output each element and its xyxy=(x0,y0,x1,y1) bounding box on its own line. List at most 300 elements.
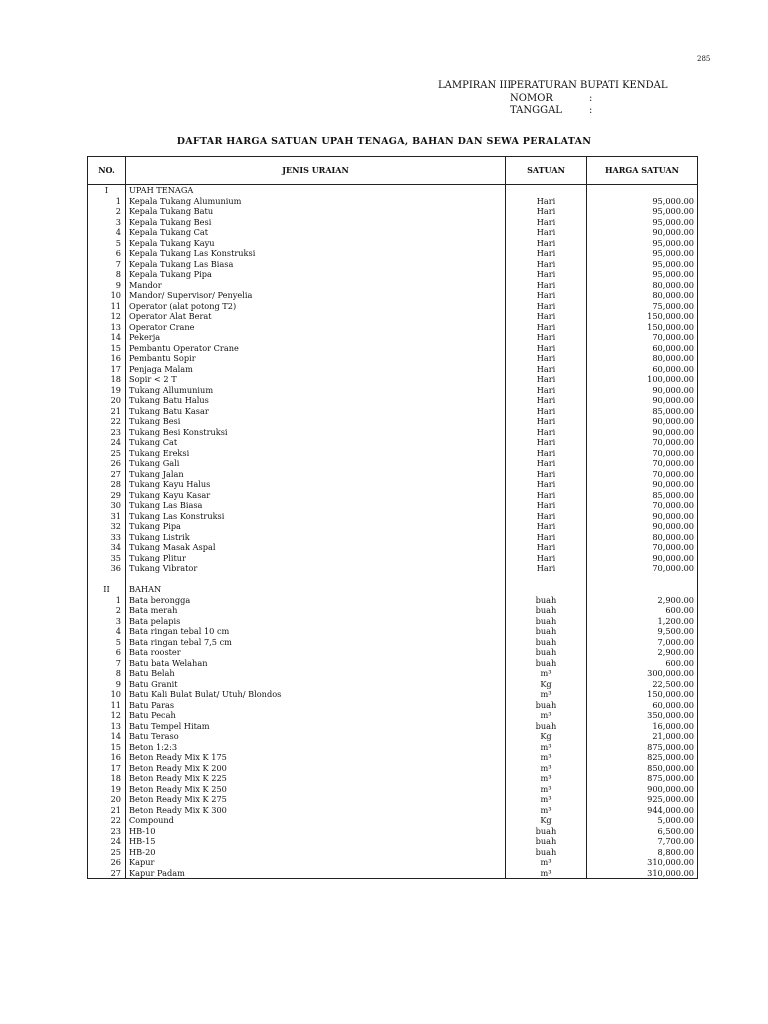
cell-no: 20 xyxy=(88,794,126,805)
cell-harga: 850,000.00 xyxy=(587,763,698,774)
cell-satuan: buah xyxy=(506,721,587,732)
table-row xyxy=(88,448,698,459)
header-harga-satuan: HARGA SATUAN xyxy=(587,157,698,185)
cell-harga: 90,000.00 xyxy=(587,227,698,238)
cell-uraian: Batu Paras xyxy=(126,700,506,711)
cell-satuan: buah xyxy=(506,647,587,658)
cell-uraian: Beton 1:2:3 xyxy=(126,742,506,753)
nomor-row xyxy=(438,93,667,106)
table-row xyxy=(88,689,698,700)
cell-no: 21 xyxy=(88,805,126,816)
cell-no: 33 xyxy=(88,532,126,543)
table-row xyxy=(88,332,698,343)
cell-satuan: buah xyxy=(506,626,587,637)
cell-uraian: Kapur Padam xyxy=(126,868,506,879)
tanggal-label: TANGGAL xyxy=(510,105,562,116)
cell-harga: 80,000.00 xyxy=(587,280,698,291)
table-row xyxy=(88,458,698,469)
cell-satuan: Hari xyxy=(506,269,587,280)
cell-harga: 8,800.00 xyxy=(587,847,698,858)
cell-no: 9 xyxy=(88,280,126,291)
cell-no: 26 xyxy=(88,458,126,469)
cell-uraian: Batu bata Welahan xyxy=(126,658,506,669)
cell-harga: 600.00 xyxy=(587,658,698,669)
table-row xyxy=(88,490,698,501)
cell-no: 11 xyxy=(88,301,126,312)
cell-satuan: Hari xyxy=(506,542,587,553)
table-row xyxy=(88,668,698,679)
section-empty xyxy=(587,584,698,595)
cell-satuan: Hari xyxy=(506,479,587,490)
cell-no: 4 xyxy=(88,626,126,637)
cell-satuan: Hari xyxy=(506,385,587,396)
cell-uraian: Batu Teraso xyxy=(126,731,506,742)
cell-harga: 150,000.00 xyxy=(587,311,698,322)
cell-harga: 90,000.00 xyxy=(587,427,698,438)
table-row xyxy=(88,563,698,574)
cell-harga: 70,000.00 xyxy=(587,437,698,448)
table-row xyxy=(88,794,698,805)
table-row xyxy=(88,374,698,385)
nomor-value: : xyxy=(589,92,593,104)
cell-no: 6 xyxy=(88,248,126,259)
table-row xyxy=(88,826,698,837)
cell-satuan: m³ xyxy=(506,689,587,700)
cell-satuan: Hari xyxy=(506,206,587,217)
cell-no: 8 xyxy=(88,269,126,280)
cell-no: 15 xyxy=(88,742,126,753)
cell-satuan: m³ xyxy=(506,742,587,753)
lampiran-title: PERATURAN BUPATI KENDAL xyxy=(510,80,668,91)
cell-harga: 150,000.00 xyxy=(587,322,698,333)
cell-uraian: Pembantu Operator Crane xyxy=(126,343,506,354)
table-row xyxy=(88,605,698,616)
cell-uraian: Operator Alat Berat xyxy=(126,311,506,322)
cell-satuan: buah xyxy=(506,605,587,616)
cell-satuan: Hari xyxy=(506,238,587,249)
table-body xyxy=(88,185,698,879)
section-row xyxy=(88,584,698,595)
cell-harga: 75,000.00 xyxy=(587,301,698,312)
cell-satuan: buah xyxy=(506,658,587,669)
cell-uraian: Beton Ready Mix K 250 xyxy=(126,784,506,795)
table-row xyxy=(88,322,698,333)
cell-no: 5 xyxy=(88,637,126,648)
cell-no: 5 xyxy=(88,238,126,249)
cell-harga: 70,000.00 xyxy=(587,332,698,343)
table-row xyxy=(88,773,698,784)
cell-satuan: Hari xyxy=(506,427,587,438)
cell-harga: 60,000.00 xyxy=(587,343,698,354)
cell-no: 1 xyxy=(88,595,126,606)
cell-harga: 310,000.00 xyxy=(587,857,698,868)
table-row xyxy=(88,857,698,868)
cell-no: 2 xyxy=(88,605,126,616)
cell-satuan: Hari xyxy=(506,490,587,501)
table-row xyxy=(88,700,698,711)
cell-no: 3 xyxy=(88,616,126,627)
cell-uraian: Tukang Besi xyxy=(126,416,506,427)
cell-satuan: m³ xyxy=(506,794,587,805)
cell-harga: 1,200.00 xyxy=(587,616,698,627)
table-row xyxy=(88,395,698,406)
cell-uraian: Mandor/ Supervisor/ Penyelia xyxy=(126,290,506,301)
table-row xyxy=(88,343,698,354)
cell-no: 20 xyxy=(88,395,126,406)
cell-satuan: Kg xyxy=(506,731,587,742)
cell-uraian: Beton Ready Mix K 225 xyxy=(126,773,506,784)
cell-harga: 7,000.00 xyxy=(587,637,698,648)
cell-no: 1 xyxy=(88,196,126,207)
cell-satuan: Hari xyxy=(506,374,587,385)
table-row xyxy=(88,710,698,721)
cell-harga: 100,000.00 xyxy=(587,374,698,385)
cell-satuan: Hari xyxy=(506,248,587,259)
cell-no: 22 xyxy=(88,416,126,427)
table-row xyxy=(88,836,698,847)
cell-satuan: Hari xyxy=(506,227,587,238)
blank-cell xyxy=(88,574,126,585)
lampiran-label: LAMPIRAN III xyxy=(438,80,512,91)
cell-harga: 80,000.00 xyxy=(587,353,698,364)
table-row xyxy=(88,731,698,742)
table-row xyxy=(88,364,698,375)
cell-satuan: Hari xyxy=(506,416,587,427)
cell-uraian: Tukang Cat xyxy=(126,437,506,448)
cell-uraian: Kepala Tukang Kayu xyxy=(126,238,506,249)
cell-satuan: Hari xyxy=(506,553,587,564)
cell-harga: 350,000.00 xyxy=(587,710,698,721)
cell-harga: 300,000.00 xyxy=(587,668,698,679)
section-row xyxy=(88,185,698,196)
cell-satuan: Hari xyxy=(506,217,587,228)
cell-satuan: Hari xyxy=(506,322,587,333)
cell-satuan: Hari xyxy=(506,406,587,417)
table-row xyxy=(88,752,698,763)
cell-satuan: Hari xyxy=(506,259,587,270)
cell-no: 16 xyxy=(88,752,126,763)
cell-uraian: Beton Ready Mix K 200 xyxy=(126,763,506,774)
table-row xyxy=(88,227,698,238)
section-name: UPAH TENAGA xyxy=(126,185,506,196)
cell-uraian: Batu Pecah xyxy=(126,710,506,721)
cell-harga: 70,000.00 xyxy=(587,542,698,553)
cell-harga: 900,000.00 xyxy=(587,784,698,795)
table-row xyxy=(88,353,698,364)
cell-harga: 85,000.00 xyxy=(587,490,698,501)
cell-uraian: Tukang Jalan xyxy=(126,469,506,480)
cell-no: 13 xyxy=(88,322,126,333)
cell-no: 25 xyxy=(88,847,126,858)
table-row xyxy=(88,206,698,217)
cell-no: 14 xyxy=(88,731,126,742)
cell-no: 29 xyxy=(88,490,126,501)
cell-harga: 825,000.00 xyxy=(587,752,698,763)
cell-satuan: Hari xyxy=(506,458,587,469)
cell-no: 17 xyxy=(88,364,126,375)
cell-no: 27 xyxy=(88,868,126,879)
nomor-label: NOMOR xyxy=(510,92,553,104)
cell-no: 26 xyxy=(88,857,126,868)
table-header-row xyxy=(88,157,698,185)
table-row xyxy=(88,479,698,490)
cell-no: 9 xyxy=(88,679,126,690)
cell-harga: 95,000.00 xyxy=(587,269,698,280)
cell-uraian: Batu Granit xyxy=(126,679,506,690)
cell-satuan: Hari xyxy=(506,311,587,322)
cell-satuan: Hari xyxy=(506,437,587,448)
table-row xyxy=(88,437,698,448)
blank-cell xyxy=(506,574,587,585)
cell-no: 11 xyxy=(88,700,126,711)
cell-no: 25 xyxy=(88,448,126,459)
cell-uraian: Bata rooster xyxy=(126,647,506,658)
table-row xyxy=(88,427,698,438)
table-row xyxy=(88,385,698,396)
cell-harga: 16,000.00 xyxy=(587,721,698,732)
cell-no: 17 xyxy=(88,763,126,774)
table-row xyxy=(88,259,698,270)
cell-uraian: Tukang Masak Aspal xyxy=(126,542,506,553)
cell-uraian: Kepala Tukang Alumunium xyxy=(126,196,506,207)
cell-uraian: Operator Crane xyxy=(126,322,506,333)
table-row xyxy=(88,553,698,564)
cell-uraian: Bata pelapis xyxy=(126,616,506,627)
cell-harga: 90,000.00 xyxy=(587,511,698,522)
cell-no: 6 xyxy=(88,647,126,658)
header-satuan: SATUAN xyxy=(506,157,587,185)
cell-no: 24 xyxy=(88,836,126,847)
cell-satuan: buah xyxy=(506,826,587,837)
cell-satuan: buah xyxy=(506,616,587,627)
cell-uraian: Tukang Plitur xyxy=(126,553,506,564)
cell-harga: 95,000.00 xyxy=(587,196,698,207)
cell-satuan: Kg xyxy=(506,679,587,690)
cell-satuan: buah xyxy=(506,700,587,711)
table-row xyxy=(88,416,698,427)
table-row xyxy=(88,532,698,543)
cell-uraian: Tukang Besi Konstruksi xyxy=(126,427,506,438)
cell-no: 3 xyxy=(88,217,126,228)
cell-harga: 2,900.00 xyxy=(587,595,698,606)
table-row xyxy=(88,721,698,732)
cell-uraian: Bata ringan tebal 7,5 cm xyxy=(126,637,506,648)
cell-satuan: m³ xyxy=(506,668,587,679)
table-row xyxy=(88,238,698,249)
cell-harga: 90,000.00 xyxy=(587,395,698,406)
cell-harga: 70,000.00 xyxy=(587,563,698,574)
cell-no: 16 xyxy=(88,353,126,364)
cell-harga: 95,000.00 xyxy=(587,206,698,217)
cell-harga: 60,000.00 xyxy=(587,364,698,375)
cell-satuan: Hari xyxy=(506,532,587,543)
cell-satuan: buah xyxy=(506,637,587,648)
cell-uraian: Beton Ready Mix K 175 xyxy=(126,752,506,763)
cell-harga: 95,000.00 xyxy=(587,238,698,249)
cell-no: 30 xyxy=(88,500,126,511)
blank-cell xyxy=(587,574,698,585)
cell-harga: 7,700.00 xyxy=(587,836,698,847)
cell-harga: 875,000.00 xyxy=(587,742,698,753)
table-row xyxy=(88,469,698,480)
cell-uraian: Kepala Tukang Las Biasa xyxy=(126,259,506,270)
table-row xyxy=(88,847,698,858)
cell-satuan: Hari xyxy=(506,563,587,574)
cell-uraian: Bata ringan tebal 10 cm xyxy=(126,626,506,637)
cell-satuan: buah xyxy=(506,836,587,847)
table-row xyxy=(88,500,698,511)
blank-cell xyxy=(126,574,506,585)
cell-uraian: Compound xyxy=(126,815,506,826)
table-row xyxy=(88,521,698,532)
cell-no: 19 xyxy=(88,784,126,795)
cell-harga: 925,000.00 xyxy=(587,794,698,805)
cell-no: 18 xyxy=(88,374,126,385)
cell-uraian: Kepala Tukang Cat xyxy=(126,227,506,238)
table-row xyxy=(88,658,698,669)
cell-no: 2 xyxy=(88,206,126,217)
table-row xyxy=(88,311,698,322)
cell-uraian: HB-20 xyxy=(126,847,506,858)
cell-harga: 70,000.00 xyxy=(587,458,698,469)
cell-harga: 9,500.00 xyxy=(587,626,698,637)
cell-uraian: Tukang Gali xyxy=(126,458,506,469)
cell-uraian: Tukang Listrik xyxy=(126,532,506,543)
cell-uraian: Tukang Allumunium xyxy=(126,385,506,396)
cell-no: 15 xyxy=(88,343,126,354)
cell-no: 36 xyxy=(88,563,126,574)
section-code: II xyxy=(88,584,126,595)
lampiran-block xyxy=(438,80,667,118)
cell-no: 27 xyxy=(88,469,126,480)
table-row xyxy=(88,626,698,637)
section-empty xyxy=(587,185,698,196)
cell-no: 8 xyxy=(88,668,126,679)
cell-uraian: Tukang Ereksi xyxy=(126,448,506,459)
blank-row xyxy=(88,574,698,585)
cell-harga: 90,000.00 xyxy=(587,416,698,427)
cell-satuan: m³ xyxy=(506,784,587,795)
cell-harga: 80,000.00 xyxy=(587,532,698,543)
cell-uraian: Pekerja xyxy=(126,332,506,343)
table-row xyxy=(88,269,698,280)
cell-harga: 90,000.00 xyxy=(587,521,698,532)
cell-harga: 6,500.00 xyxy=(587,826,698,837)
cell-satuan: Hari xyxy=(506,511,587,522)
document-title: DAFTAR HARGA SATUAN UPAH TENAGA, BAHAN DAN SEWA PERALATAN xyxy=(176,136,592,147)
cell-uraian: Tukang Kayu Kasar xyxy=(126,490,506,501)
table-row xyxy=(88,637,698,648)
cell-no: 12 xyxy=(88,710,126,721)
cell-no: 34 xyxy=(88,542,126,553)
cell-uraian: Tukang Batu Kasar xyxy=(126,406,506,417)
cell-harga: 2,900.00 xyxy=(587,647,698,658)
cell-satuan: Hari xyxy=(506,343,587,354)
cell-satuan: Kg xyxy=(506,815,587,826)
cell-harga: 85,000.00 xyxy=(587,406,698,417)
table-row xyxy=(88,301,698,312)
table-row xyxy=(88,406,698,417)
cell-no: 28 xyxy=(88,479,126,490)
cell-satuan: m³ xyxy=(506,805,587,816)
cell-no: 10 xyxy=(88,689,126,700)
cell-harga: 310,000.00 xyxy=(587,868,698,879)
cell-harga: 95,000.00 xyxy=(587,259,698,270)
cell-satuan: Hari xyxy=(506,301,587,312)
cell-no: 18 xyxy=(88,773,126,784)
cell-no: 31 xyxy=(88,511,126,522)
cell-uraian: Penjaga Malam xyxy=(126,364,506,375)
cell-uraian: Tukang Las Konstruksi xyxy=(126,511,506,522)
table-row xyxy=(88,196,698,207)
cell-harga: 70,000.00 xyxy=(587,500,698,511)
cell-satuan: Hari xyxy=(506,353,587,364)
cell-no: 12 xyxy=(88,311,126,322)
page-number: 285 xyxy=(697,55,711,63)
cell-harga: 5,000.00 xyxy=(587,815,698,826)
table-row xyxy=(88,248,698,259)
cell-satuan: Hari xyxy=(506,280,587,291)
cell-harga: 70,000.00 xyxy=(587,448,698,459)
cell-satuan: Hari xyxy=(506,290,587,301)
cell-uraian: HB-15 xyxy=(126,836,506,847)
cell-harga: 90,000.00 xyxy=(587,553,698,564)
table-row xyxy=(88,679,698,690)
cell-harga: 90,000.00 xyxy=(587,385,698,396)
cell-uraian: Kepala Tukang Batu xyxy=(126,206,506,217)
cell-harga: 80,000.00 xyxy=(587,290,698,301)
cell-satuan: m³ xyxy=(506,763,587,774)
cell-uraian: Tukang Pipa xyxy=(126,521,506,532)
cell-satuan: m³ xyxy=(506,868,587,879)
cell-uraian: Kepala Tukang Las Konstruksi xyxy=(126,248,506,259)
table-row xyxy=(88,763,698,774)
cell-no: 19 xyxy=(88,385,126,396)
tanggal-row xyxy=(438,105,667,118)
cell-satuan: Hari xyxy=(506,469,587,480)
table-row xyxy=(88,815,698,826)
section-empty xyxy=(506,185,587,196)
cell-uraian: Kepala Tukang Pipa xyxy=(126,269,506,280)
header-no: NO. xyxy=(88,157,126,185)
cell-uraian: Mandor xyxy=(126,280,506,291)
cell-no: 35 xyxy=(88,553,126,564)
cell-uraian: Sopir < 2 T xyxy=(126,374,506,385)
cell-harga: 875,000.00 xyxy=(587,773,698,784)
table-row xyxy=(88,784,698,795)
table-row xyxy=(88,616,698,627)
cell-no: 22 xyxy=(88,815,126,826)
table-row xyxy=(88,511,698,522)
table-row xyxy=(88,290,698,301)
cell-no: 7 xyxy=(88,658,126,669)
cell-satuan: buah xyxy=(506,847,587,858)
tanggal-value: : xyxy=(589,105,593,116)
cell-harga: 600.00 xyxy=(587,605,698,616)
cell-satuan: Hari xyxy=(506,500,587,511)
cell-harga: 21,000.00 xyxy=(587,731,698,742)
cell-uraian: Batu Kali Bulat Bulat/ Utuh/ Blondos xyxy=(126,689,506,700)
cell-uraian: Beton Ready Mix K 300 xyxy=(126,805,506,816)
cell-harga: 60,000.00 xyxy=(587,700,698,711)
section-empty xyxy=(506,584,587,595)
section-name: BAHAN xyxy=(126,584,506,595)
cell-uraian: Tukang Las Biasa xyxy=(126,500,506,511)
cell-no: 4 xyxy=(88,227,126,238)
cell-satuan: Hari xyxy=(506,332,587,343)
price-table xyxy=(87,156,698,879)
table-row xyxy=(88,647,698,658)
